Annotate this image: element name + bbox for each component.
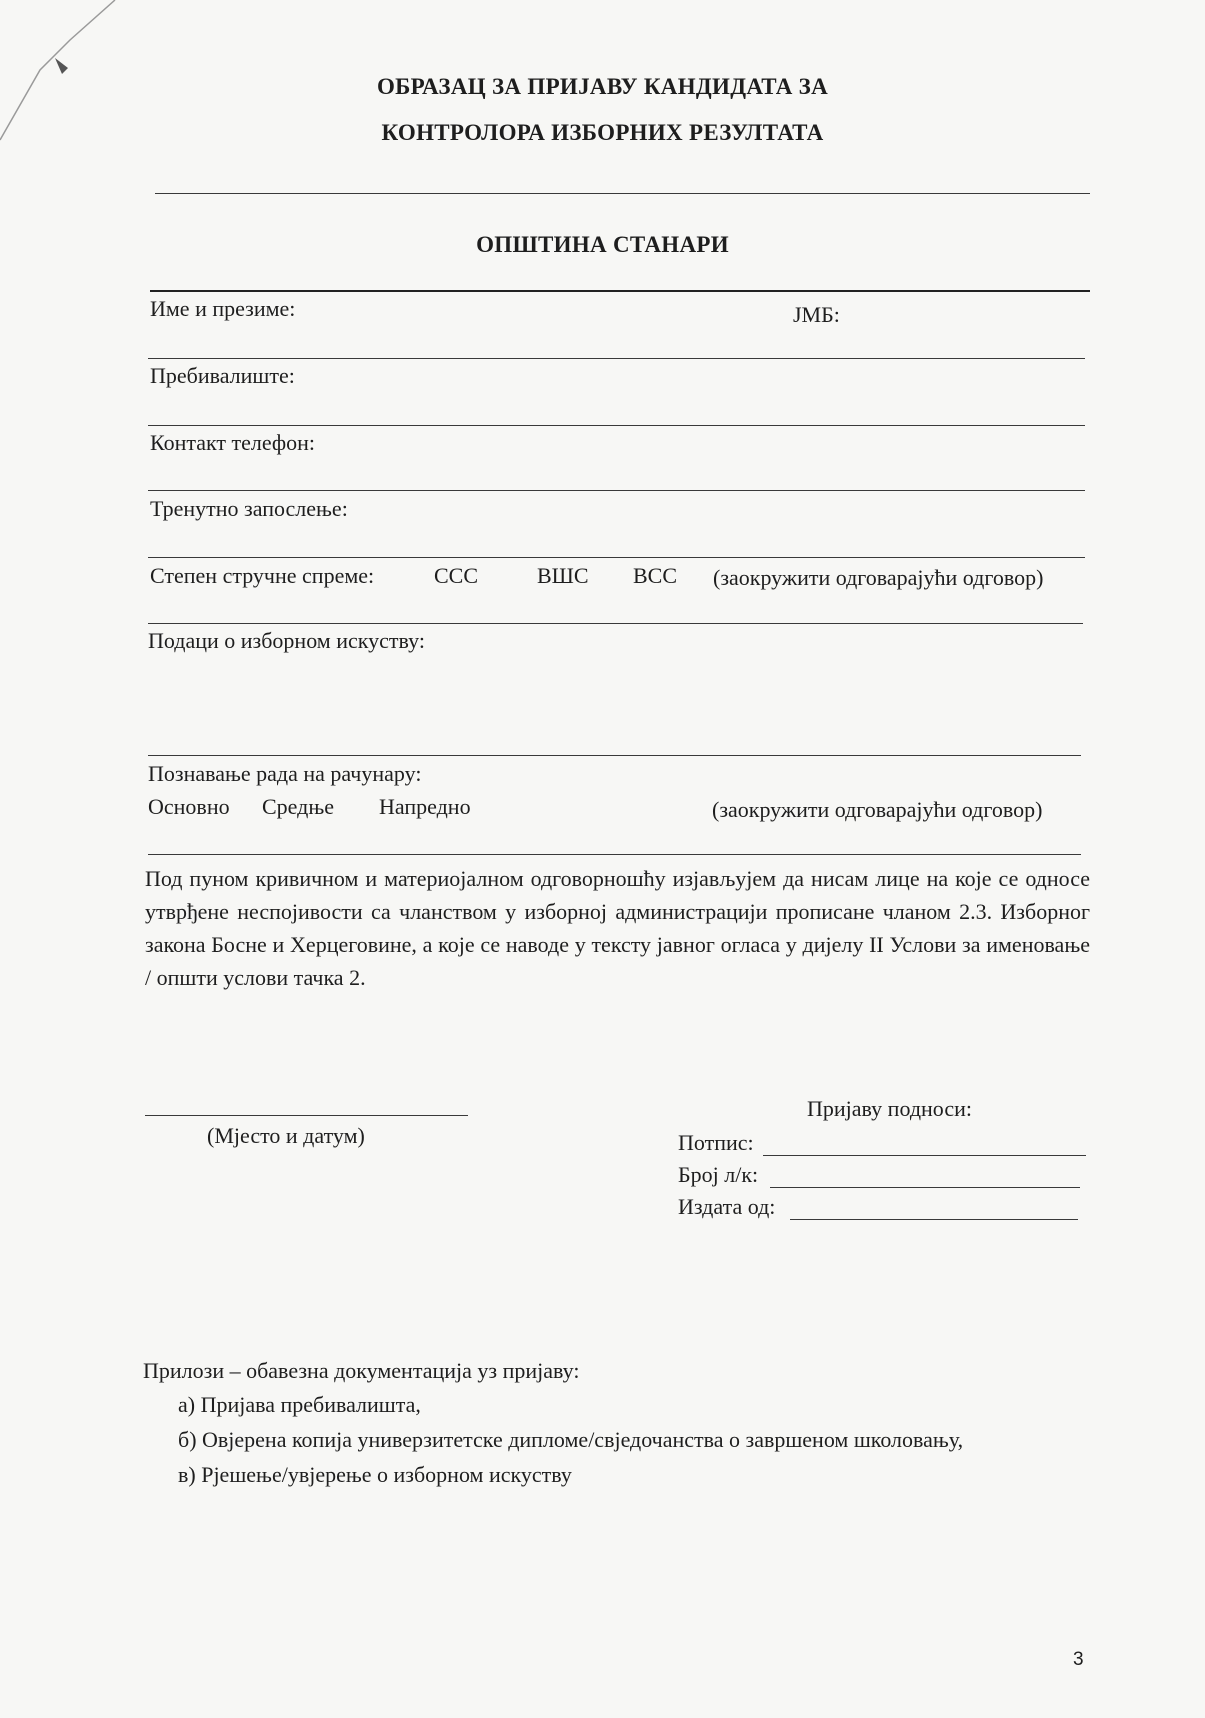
residence-field-line[interactable]	[148, 425, 1085, 426]
education-divider	[148, 623, 1083, 624]
computer-option-intermediate[interactable]: Средње	[262, 794, 335, 819]
issued-by-line[interactable]	[790, 1219, 1078, 1220]
title-divider	[155, 193, 1090, 194]
name-label: Име и презиме:	[150, 296, 296, 321]
place-date-line[interactable]	[145, 1115, 468, 1116]
attachment-item: б) Овјерена копија универзитетске дипломе/свједочанства о завршеном школовању,	[178, 1427, 964, 1452]
jmb-label: ЈМБ:	[793, 302, 840, 327]
education-label: Степен стручне спреме:	[150, 563, 375, 588]
experience-label: Подаци о изборном искуству:	[148, 628, 425, 653]
education-option-vss-higher[interactable]: ВШС	[537, 563, 589, 588]
id-number-label: Број л/к:	[678, 1162, 759, 1187]
declaration-paragraph	[145, 862, 1090, 994]
submitter-label: Пријаву подноси:	[807, 1096, 972, 1121]
municipality-heading: ОПШТИНА СТАНАРИ	[476, 232, 729, 257]
experience-field-line[interactable]	[148, 755, 1081, 756]
attachment-item: в) Рјешење/увјерење о изборном искуству	[178, 1462, 572, 1487]
issued-by-label: Издата од:	[678, 1194, 776, 1219]
signature-label: Потпис:	[678, 1130, 754, 1155]
declaration-text: Под пуном кривичном и материојалном одговорношћу изјављујем да нисам лице на које се односе утврђене неспојивости са чланством у изборној администрацији прописане чланом 2.3. Изборног закона Босне и Херцеговине, а које се наводе у тексту јавног огласа у дијелу II Услови за именовање / општи услови тачка 2.	[145, 866, 1090, 990]
education-circle-note: (заокружити одговарајући одговор)	[713, 565, 1044, 590]
education-option-sss[interactable]: ССС	[434, 563, 479, 588]
form-title-line1: ОБРАЗАЦ ЗА ПРИЈАВУ КАНДИДАТА ЗА	[376, 74, 829, 99]
municipality-divider	[150, 290, 1090, 292]
phone-label: Контакт телефон:	[150, 430, 316, 455]
name-field-line[interactable]	[148, 358, 1085, 359]
computer-circle-note: (заокружити одговарајући одговор)	[712, 797, 1043, 822]
employment-label: Тренутно запослење:	[150, 496, 348, 521]
residence-label: Пребивалиште:	[150, 363, 295, 388]
education-option-vss[interactable]: ВСС	[633, 563, 678, 588]
page-number: 3	[1073, 1649, 1084, 1670]
attachments-heading: Прилози – обавезна документација уз пријаву:	[143, 1358, 580, 1383]
computer-skills-label: Познавање рада на рачунару:	[148, 761, 422, 786]
computer-option-advanced[interactable]: Напредно	[379, 794, 471, 819]
employment-field-line[interactable]	[148, 557, 1085, 558]
computer-divider	[148, 854, 1081, 855]
place-date-label: (Мјесто и датум)	[207, 1123, 365, 1148]
phone-field-line[interactable]	[148, 490, 1085, 491]
attachment-item: а) Пријава пребивалишта,	[178, 1392, 421, 1417]
form-title-line2: КОНТРОЛОРА ИЗБОРНИХ РЕЗУЛТАТА	[381, 120, 824, 145]
signature-line[interactable]	[763, 1155, 1086, 1156]
id-number-line[interactable]	[770, 1187, 1080, 1188]
computer-option-basic[interactable]: Основно	[148, 794, 230, 819]
